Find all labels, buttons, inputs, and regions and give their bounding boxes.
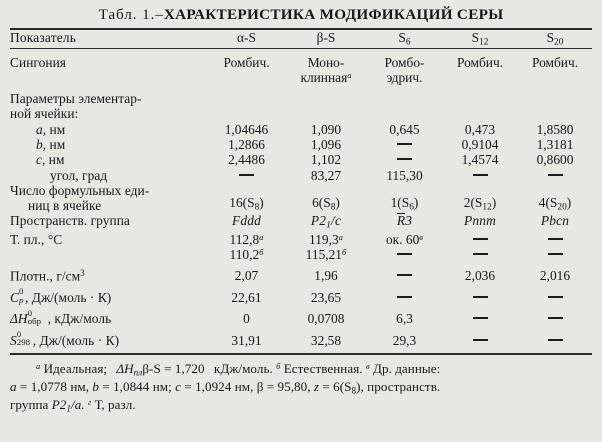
cell-syngony-beta: Моно- клинная$^а$ (300, 54, 352, 85)
table-row-space-group (10, 213, 592, 231)
cell-angle-alpha (208, 168, 285, 183)
table-row-formula-units (10, 183, 592, 214)
cell-space-group-alpha: Fddd (231, 213, 262, 229)
table-number: Табл. 1.– (98, 6, 164, 23)
footnote-marker-b: б (276, 361, 281, 371)
column-header-label: Показатель (10, 30, 77, 45)
table-row-angle (10, 168, 592, 183)
table-row-syngony (10, 49, 592, 86)
cell-c-s20: 0,8600 (536, 152, 574, 168)
footnote-marker-g: г (87, 398, 92, 407)
footnote-marker: а (259, 231, 264, 242)
cell-density-s12: 2,036 (464, 268, 496, 284)
cell-c-s12: 1,4574 (461, 152, 499, 168)
table-row-enthalpy (10, 305, 592, 326)
cell-heat-capacity-s6 (367, 284, 442, 305)
column-header-beta-s: β-S (316, 30, 336, 45)
cell-empty (285, 85, 367, 122)
cell-formula-units-s6: $1(S_6)$ (390, 195, 419, 213)
em-dash (548, 238, 563, 240)
row-label-angle: угол, град (50, 167, 108, 183)
cell-melting-point-s20 (518, 232, 592, 263)
cell-enthalpy-s12 (442, 305, 518, 326)
em-dash (548, 296, 563, 298)
row-label-space-group: Пространств. группа (10, 213, 130, 229)
table-row-entropy (10, 327, 592, 348)
cell-a-beta: 1,090 (310, 121, 342, 137)
symbol-delta-h-pl: $\Delta H_{пл}$ (116, 360, 143, 378)
table-title-text: ХАРАКТЕРИСТИКА МОДИФИКАЦИЙ СЕРЫ (163, 6, 504, 23)
table-row-density (10, 262, 592, 284)
symbol-delta-h: ΔH 0 обр (10, 307, 42, 327)
cell-b-alpha: 1,2866 (228, 137, 265, 153)
table-row-cell-params-header (10, 85, 592, 122)
cell-a-s12: 0,473 (464, 121, 496, 137)
cell-b-s6 (367, 137, 442, 152)
cell-angle-beta: 83,27 (310, 167, 342, 183)
em-dash (473, 174, 488, 176)
cell-heat-capacity-s12 (442, 284, 518, 305)
footnote-marker: б (342, 246, 347, 257)
cell-empty (367, 85, 442, 122)
cell-heat-capacity-s20 (518, 284, 592, 305)
cell-syngony-alpha: Ромбич. (223, 54, 270, 70)
cell-angle-s20 (518, 168, 592, 183)
cell-syngony-s20: Ромбич. (531, 54, 579, 70)
em-dash (473, 253, 488, 255)
symbol-cp: C 0 p (10, 286, 24, 305)
cell-c-beta: 1,102 (310, 152, 342, 168)
table-row-c (10, 152, 592, 167)
cell-formula-units-beta: $6(S_8)$ (312, 195, 340, 213)
row-label-cell-params: Параметры элементар- ной ячейки: (10, 91, 142, 122)
table-row-b (10, 137, 592, 152)
footnote-marker: в (419, 231, 423, 242)
footnote-line-3: группа $P2_1/a$. $^г$ Т, разл. (10, 397, 136, 414)
footnote-line-2: a = 1,0778 нм, b = 1,0844 нм; c = 1,0924 нм, β = 95,80, $z = 6(S_8)$, пространств. (10, 378, 441, 396)
em-dash (548, 339, 563, 341)
cell-melting-point-s12 (442, 232, 518, 263)
column-header-s20: $S_{20}$ (546, 30, 564, 48)
em-dash (473, 238, 488, 240)
em-dash (548, 253, 563, 255)
row-label-b: b, нм (36, 137, 66, 153)
cell-b-s20: 1,3181 (536, 137, 574, 153)
em-dash (397, 253, 412, 255)
footnotes (10, 355, 592, 415)
em-dash (239, 174, 254, 176)
cell-melting-point-s6: ок. 60$^в$ (367, 232, 442, 263)
cell-angle-s6: 115,30 (386, 167, 423, 183)
cell-density-alpha: 2,07 (234, 268, 259, 284)
cell-formula-units-s20: $4(S_{20})$ (538, 195, 572, 213)
cell-syngony-s6: Ромбо- эдрич. (384, 54, 425, 85)
cell-a-s20: 1,8580 (536, 121, 574, 137)
column-header-s12: $S_{12}$ (471, 30, 489, 48)
cell-density-s6 (367, 262, 442, 284)
cell-entropy-s12 (442, 327, 518, 348)
cell-angle-s12 (442, 168, 518, 183)
em-dash (473, 317, 488, 319)
column-header-alpha-s: α-S (237, 30, 256, 45)
page-title (10, 0, 592, 28)
footnote-line-1: $^а$ Идеальная; $\Delta H_{пл}\beta-S = 1,720$ кДж/моль. $^б$ Естественная. $^в$ Др. данные: (36, 360, 441, 378)
cell-b-beta: 1,096 (310, 137, 342, 153)
table-row-heat-capacity (10, 284, 592, 305)
table-row-a (10, 122, 592, 137)
cell-entropy-alpha: 31,91 (231, 332, 262, 348)
em-dash (397, 158, 412, 160)
row-label-density: Плотн., $г/см^3$ (10, 268, 85, 284)
symbol-s298: S 0 298 (10, 328, 31, 348)
column-header-s6: $S_6$ (398, 30, 411, 48)
footnote-marker: б (259, 246, 264, 257)
cell-density-beta: 1,96 (314, 268, 338, 284)
row-label-entropy: S 0 298 , Дж/(моль · К) (10, 328, 120, 348)
em-dash (548, 317, 563, 319)
cell-enthalpy-beta: 0,0708 (307, 311, 345, 327)
cell-empty (518, 85, 592, 122)
em-dash (397, 143, 412, 145)
cell-density-s20: 2,016 (539, 268, 571, 284)
cell-b-s12: 0,9104 (461, 137, 499, 153)
em-dash (397, 296, 412, 298)
cell-c-alpha: 2,4486 (228, 152, 265, 168)
cell-heat-capacity-beta: 23,65 (310, 289, 342, 305)
cell-a-s6: 0,645 (389, 121, 420, 137)
characteristics-table (10, 30, 592, 48)
em-dash (473, 339, 488, 341)
cell-a-alpha: 1,04646 (224, 121, 269, 137)
cell-heat-capacity-alpha: 22,61 (231, 289, 262, 305)
footnote-marker: а (338, 231, 343, 242)
cell-enthalpy-s6: 6,3 (396, 311, 413, 327)
characteristics-body (10, 49, 592, 348)
cell-formula-units-alpha: $16(S_8)$ (229, 195, 264, 213)
row-label-enthalpy: ΔH 0 обр , кДж/моль (10, 307, 112, 327)
cell-space-group-s20: Pbcn (540, 213, 570, 229)
cell-space-group-s12: Pnnm (463, 213, 497, 229)
table-row-melting-point (10, 232, 592, 263)
row-label-c: c, нм (36, 152, 65, 168)
cell-enthalpy-s20 (518, 305, 592, 326)
table-header-row (10, 30, 592, 48)
em-dash (548, 174, 563, 176)
cell-melting-point-beta: 119,3$^а$ 115,21$^б$ (305, 231, 347, 263)
row-label-heat-capacity: C 0 p , Дж/(моль · К) (10, 286, 112, 305)
row-label-syngony: Сингония (10, 54, 67, 70)
cell-empty (442, 85, 518, 122)
cell-entropy-beta: 32,58 (310, 332, 342, 348)
cell-empty (208, 85, 285, 122)
cell-space-group-beta: $P2_1/c$ (310, 213, 342, 232)
em-dash (473, 296, 488, 298)
cell-melting-point-alpha: 112,8$^а$ 110,2$^б$ (229, 231, 264, 263)
cell-entropy-s6: 29,3 (392, 332, 417, 348)
row-label-formula-units: Число формульных еди- ниц в ячейке (10, 182, 150, 214)
cell-entropy-s20 (518, 327, 592, 348)
cell-syngony-s12: Ромбич. (456, 54, 504, 70)
footnote-marker-a: а (36, 361, 41, 371)
em-dash (397, 274, 412, 276)
cell-c-s6 (367, 152, 442, 167)
symbol-space-group-p21a: $P2_1/a$. (51, 397, 85, 414)
row-label-a: a, нм (36, 121, 66, 137)
cell-formula-units-s12: $2(S_{12})$ (463, 195, 497, 213)
cell-enthalpy-alpha: 0 (243, 311, 250, 327)
overline-r: R (396, 213, 406, 229)
footnote-marker: а (347, 69, 352, 80)
cell-space-group-s6: R3 (396, 213, 413, 229)
footnote-marker-v: в (365, 361, 370, 371)
row-label-melting-point: Т. пл., °C (10, 231, 63, 247)
